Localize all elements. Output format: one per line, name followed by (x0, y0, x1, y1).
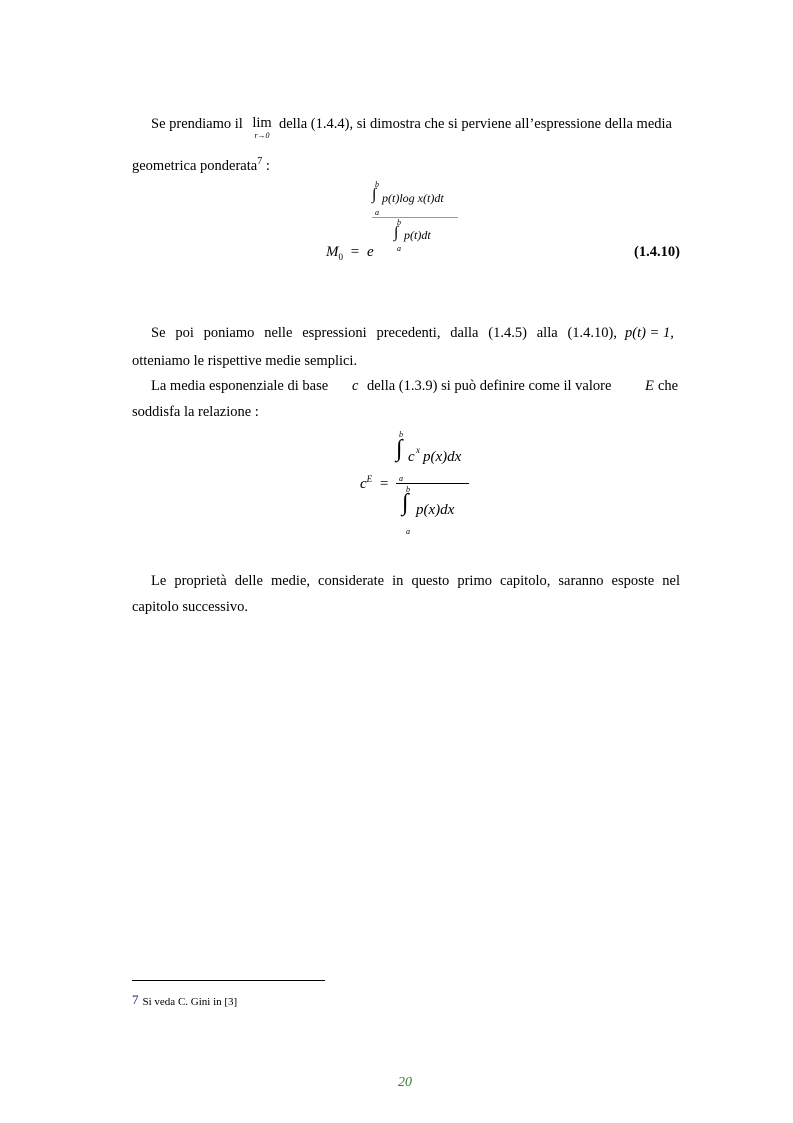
eq2-den-integrand: p(x)dx (416, 502, 455, 518)
para3-var-c: c (352, 378, 359, 394)
eq1-equals: = (350, 244, 360, 260)
para1-line1 (151, 116, 243, 133)
para3-line1-b (367, 378, 611, 395)
eq1-fraction-bar (372, 217, 458, 218)
footnote-mark: 7 (132, 992, 139, 1007)
eq2-num-upper-limit: b (399, 430, 403, 439)
eq2-num-c: c (408, 449, 415, 465)
eq2-den-lower-limit: a (406, 527, 410, 536)
eq2-num-lower-limit: a (399, 474, 403, 483)
para1-line2 (132, 156, 270, 175)
eq2-lhs (360, 474, 388, 493)
para4-line1 (151, 573, 680, 590)
eq1-base-e: e (366, 244, 374, 260)
para3-line1 (151, 378, 328, 395)
para4-line2 (132, 599, 248, 616)
para2-line1 (151, 325, 617, 342)
footnote (132, 992, 237, 1010)
para3-line2 (132, 404, 259, 421)
eq1-den-lower-limit: a (397, 244, 401, 253)
footnote-text: Si veda C. Gini in [3] (142, 996, 238, 1008)
para3-text-b: della (1.3.9) si può definire come il valore (367, 378, 612, 394)
eq1-number: (1.4.10) (634, 244, 680, 260)
para3-line2-text: soddisfa la relazione : (132, 404, 259, 420)
eq1-num-integrand: p(t)log x(t)dt (382, 191, 444, 205)
para2-line1-text: Se poi poniamo nelle espressioni precedenti, dalla (1.4.5) alla (1.4.10), (151, 325, 617, 341)
lim-operator (250, 116, 274, 140)
eq1-num-lower-limit: a (375, 208, 379, 217)
para1-text-before: Se prendiamo il (151, 116, 243, 132)
eq2-lhs-sup: E (366, 474, 373, 484)
eq2-num-integral-sign: ∫ (396, 436, 403, 462)
eq1-den-integral-sign: ∫ (394, 224, 399, 241)
para2-line2 (132, 353, 357, 370)
page-number: 20 (398, 1075, 412, 1090)
lim-word: lim (252, 115, 272, 131)
eq1-num-upper-limit: b (375, 180, 379, 189)
eq1-lhs-M: M (326, 244, 339, 260)
footnote-ref-7[interactable]: 7 (257, 156, 263, 167)
para1-line1-rest (279, 116, 672, 133)
eq1-num-integral-sign: ∫ (372, 186, 377, 203)
eq2-lhs-c: c (360, 476, 367, 492)
lim-subscript: r→0 (254, 131, 270, 140)
para4-line2-text: capitolo successivo. (132, 599, 248, 615)
eq2-den-upper-limit: b (406, 485, 410, 494)
eq1-lhs (326, 244, 374, 262)
para3-text-a: La media esponenziale di base (151, 378, 329, 394)
eq2-den-integral-sign: ∫ (402, 490, 409, 516)
eq2-equals: = (379, 476, 389, 492)
eq2-fraction-bar (396, 483, 469, 484)
eq2-num-rest: p(x)dx (423, 449, 462, 465)
eq1-lhs-sub: 0 (338, 252, 343, 262)
para1-line2-text: geometrica ponderata (132, 157, 258, 174)
eq1-den-upper-limit: b (397, 218, 401, 227)
para4-line1-text: Le proprietà delle medie, considerate in questo primo capitolo, saranno esposte nel (151, 573, 680, 589)
footnote-separator (132, 980, 325, 981)
para1-line2-colon: : (262, 157, 270, 174)
para2-condition: p(t) = 1, (625, 325, 674, 341)
para2-line2-text: otteniamo le rispettive medie semplici. (132, 353, 358, 369)
para1-text-after: della (1.4.4), si dimostra che si perviene all’espressione della media (279, 116, 672, 132)
para3-var-E: E (645, 378, 654, 394)
para3-line1-c: che (658, 378, 679, 394)
eq2-num-sup: x (416, 445, 420, 455)
eq1-den-integrand: p(t)dt (404, 228, 431, 242)
